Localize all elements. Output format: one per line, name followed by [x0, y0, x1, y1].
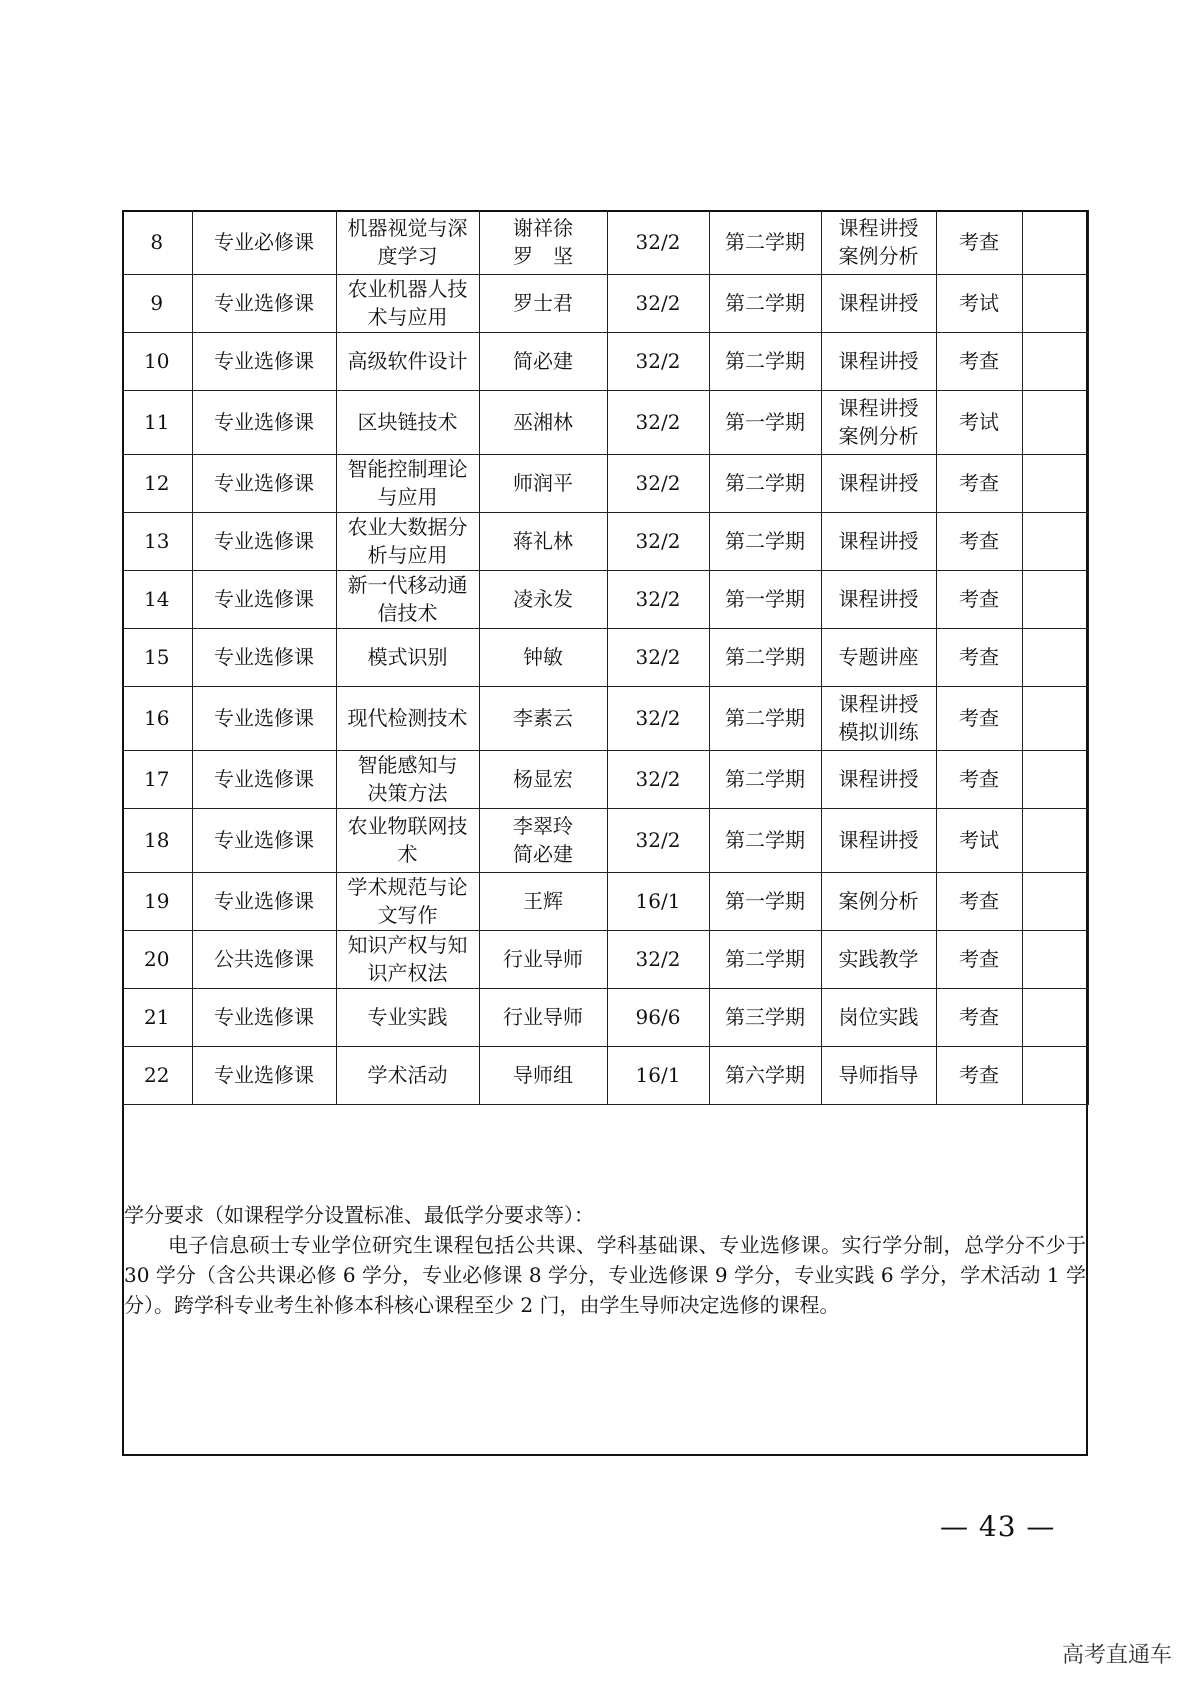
cell-exam: 考试 [936, 808, 1022, 872]
cell-term: 第二学期 [709, 210, 821, 274]
cell-hours: 32/2 [607, 750, 709, 808]
cell-course: 知识产权与知 识产权法 [336, 930, 479, 988]
cell-course: 智能感知与 决策方法 [336, 750, 479, 808]
cell-no: 18 [122, 808, 192, 872]
cell-remarks [1022, 332, 1088, 390]
cell-type: 专业选修课 [192, 570, 336, 628]
table-row [122, 930, 1088, 988]
cell-hours: 32/2 [607, 454, 709, 512]
cell-teacher: 行业导师 [479, 988, 607, 1046]
cell-term: 第三学期 [709, 988, 821, 1046]
cell-method: 课程讲授 案例分析 [821, 390, 936, 454]
cell-teacher: 王辉 [479, 872, 607, 930]
cell-remarks [1022, 808, 1088, 872]
cell-teacher: 蒋礼林 [479, 512, 607, 570]
cell-term: 第二学期 [709, 274, 821, 332]
cell-exam: 考试 [936, 390, 1022, 454]
cell-type: 专业选修课 [192, 750, 336, 808]
cell-type: 专业选修课 [192, 988, 336, 1046]
cell-method: 课程讲授 [821, 454, 936, 512]
cell-type: 专业选修课 [192, 628, 336, 686]
table-row [122, 686, 1088, 750]
cell-course: 学术活动 [336, 1046, 479, 1104]
cell-teacher: 李翠玲 简必建 [479, 808, 607, 872]
table-row [122, 808, 1088, 872]
cell-hours: 32/2 [607, 930, 709, 988]
cell-method: 课程讲授 [821, 808, 936, 872]
cell-method: 课程讲授 模拟训练 [821, 686, 936, 750]
cell-type: 专业选修课 [192, 808, 336, 872]
table-row [122, 274, 1088, 332]
cell-remarks [1022, 1046, 1088, 1104]
cell-hours: 32/2 [607, 628, 709, 686]
cell-term: 第二学期 [709, 686, 821, 750]
cell-no: 22 [122, 1046, 192, 1104]
cell-hours: 32/2 [607, 512, 709, 570]
cell-exam: 考查 [936, 454, 1022, 512]
cell-remarks [1022, 390, 1088, 454]
table-row [122, 454, 1088, 512]
cell-exam: 考查 [936, 628, 1022, 686]
cell-course: 专业实践 [336, 988, 479, 1046]
cell-hours: 32/2 [607, 210, 709, 274]
cell-teacher: 导师组 [479, 1046, 607, 1104]
cell-method: 课程讲授 [821, 274, 936, 332]
cell-hours: 32/2 [607, 686, 709, 750]
cell-remarks [1022, 210, 1088, 274]
cell-hours: 16/1 [607, 1046, 709, 1104]
cell-method: 课程讲授 [821, 512, 936, 570]
cell-course: 高级软件设计 [336, 332, 479, 390]
cell-term: 第二学期 [709, 512, 821, 570]
cell-no: 15 [122, 628, 192, 686]
cell-exam: 考查 [936, 686, 1022, 750]
cell-no: 8 [122, 210, 192, 274]
cell-hours: 32/2 [607, 570, 709, 628]
cell-no: 9 [122, 274, 192, 332]
cell-course: 农业大数据分 析与应用 [336, 512, 479, 570]
cell-method: 案例分析 [821, 872, 936, 930]
table-row [122, 628, 1088, 686]
table-row [122, 332, 1088, 390]
cell-exam: 考查 [936, 1046, 1022, 1104]
table-row [122, 1046, 1088, 1104]
cell-teacher: 巫湘林 [479, 390, 607, 454]
cell-hours: 32/2 [607, 332, 709, 390]
cell-type: 专业选修课 [192, 454, 336, 512]
cell-term: 第二学期 [709, 750, 821, 808]
cell-remarks [1022, 930, 1088, 988]
cell-term: 第二学期 [709, 808, 821, 872]
cell-course: 机器视觉与深 度学习 [336, 210, 479, 274]
cell-exam: 考查 [936, 210, 1022, 274]
cell-type: 专业选修课 [192, 512, 336, 570]
table-row [122, 750, 1088, 808]
cell-type: 专业必修课 [192, 210, 336, 274]
cell-remarks [1022, 750, 1088, 808]
cell-remarks [1022, 512, 1088, 570]
cell-hours: 32/2 [607, 808, 709, 872]
credit-requirements-heading: 学分要求（如课程学分设置标准、最低学分要求等）： [124, 1203, 594, 1227]
course-table [122, 210, 1089, 1105]
cell-no: 11 [122, 390, 192, 454]
cell-term: 第二学期 [709, 454, 821, 512]
cell-course: 区块链技术 [336, 390, 479, 454]
cell-remarks [1022, 988, 1088, 1046]
cell-no: 12 [122, 454, 192, 512]
cell-remarks [1022, 872, 1088, 930]
cell-exam: 考试 [936, 274, 1022, 332]
cell-no: 21 [122, 988, 192, 1046]
cell-method: 课程讲授 [821, 570, 936, 628]
cell-exam: 考查 [936, 512, 1022, 570]
table-row [122, 570, 1088, 628]
cell-exam: 考查 [936, 930, 1022, 988]
cell-exam: 考查 [936, 332, 1022, 390]
cell-no: 14 [122, 570, 192, 628]
table-row [122, 512, 1088, 570]
cell-remarks [1022, 274, 1088, 332]
cell-teacher: 李素云 [479, 686, 607, 750]
table-row [122, 210, 1088, 274]
cell-course: 学术规范与论 文写作 [336, 872, 479, 930]
cell-teacher: 谢祥徐 罗 坚 [479, 210, 607, 274]
cell-term: 第二学期 [709, 628, 821, 686]
cell-teacher: 简必建 [479, 332, 607, 390]
cell-no: 17 [122, 750, 192, 808]
cell-term: 第一学期 [709, 570, 821, 628]
cell-teacher: 钟敏 [479, 628, 607, 686]
cell-teacher: 凌永发 [479, 570, 607, 628]
page-number: — 43 — [940, 1510, 1056, 1543]
table-row [122, 988, 1088, 1046]
watermark: 高考直通车 [1061, 1643, 1172, 1668]
cell-exam: 考查 [936, 570, 1022, 628]
cell-teacher: 罗士君 [479, 274, 607, 332]
cell-remarks [1022, 570, 1088, 628]
cell-type: 专业选修课 [192, 1046, 336, 1104]
cell-remarks [1022, 686, 1088, 750]
cell-course: 农业物联网技 术 [336, 808, 479, 872]
cell-type: 专业选修课 [192, 274, 336, 332]
cell-course: 农业机器人技 术与应用 [336, 274, 479, 332]
cell-method: 专题讲座 [821, 628, 936, 686]
table-row [122, 390, 1088, 454]
cell-method: 课程讲授 [821, 750, 936, 808]
cell-course: 现代检测技术 [336, 686, 479, 750]
cell-no: 10 [122, 332, 192, 390]
cell-exam: 考查 [936, 750, 1022, 808]
cell-teacher: 行业导师 [479, 930, 607, 988]
cell-no: 19 [122, 872, 192, 930]
cell-term: 第二学期 [709, 332, 821, 390]
table-row [122, 872, 1088, 930]
cell-exam: 考查 [936, 872, 1022, 930]
cell-teacher: 杨显宏 [479, 750, 607, 808]
cell-method: 课程讲授 案例分析 [821, 210, 936, 274]
cell-method: 实践教学 [821, 930, 936, 988]
cell-method: 导师指导 [821, 1046, 936, 1104]
cell-hours: 16/1 [607, 872, 709, 930]
cell-no: 16 [122, 686, 192, 750]
cell-remarks [1022, 454, 1088, 512]
cell-exam: 考查 [936, 988, 1022, 1046]
credit-requirements [124, 1200, 1086, 1320]
cell-type: 公共选修课 [192, 930, 336, 988]
cell-course: 新一代移动通 信技术 [336, 570, 479, 628]
cell-hours: 32/2 [607, 274, 709, 332]
cell-term: 第一学期 [709, 390, 821, 454]
cell-course: 智能控制理论 与应用 [336, 454, 479, 512]
cell-no: 20 [122, 930, 192, 988]
cell-type: 专业选修课 [192, 332, 336, 390]
cell-type: 专业选修课 [192, 390, 336, 454]
cell-hours: 32/2 [607, 390, 709, 454]
cell-hours: 96/6 [607, 988, 709, 1046]
cell-method: 岗位实践 [821, 988, 936, 1046]
cell-method: 课程讲授 [821, 332, 936, 390]
credit-requirements-body: 电子信息硕士专业学位研究生课程包括公共课、学科基础课、专业选修课。实行学分制，总学分不少于 30 学分（含公共课必修 6 学分，专业必修课 8 学分，专业选修课 9 学分，专业实践 6 学分，学术活动 1 学分）。跨学科专业考生补修本科核心课程至少 2 门，由学生导师决定选修的课程。 [124, 1233, 1086, 1317]
cell-course: 模式识别 [336, 628, 479, 686]
cell-type: 专业选修课 [192, 872, 336, 930]
cell-remarks [1022, 628, 1088, 686]
cell-term: 第二学期 [709, 930, 821, 988]
cell-term: 第六学期 [709, 1046, 821, 1104]
cell-type: 专业选修课 [192, 686, 336, 750]
cell-term: 第一学期 [709, 872, 821, 930]
cell-no: 13 [122, 512, 192, 570]
cell-teacher: 师润平 [479, 454, 607, 512]
